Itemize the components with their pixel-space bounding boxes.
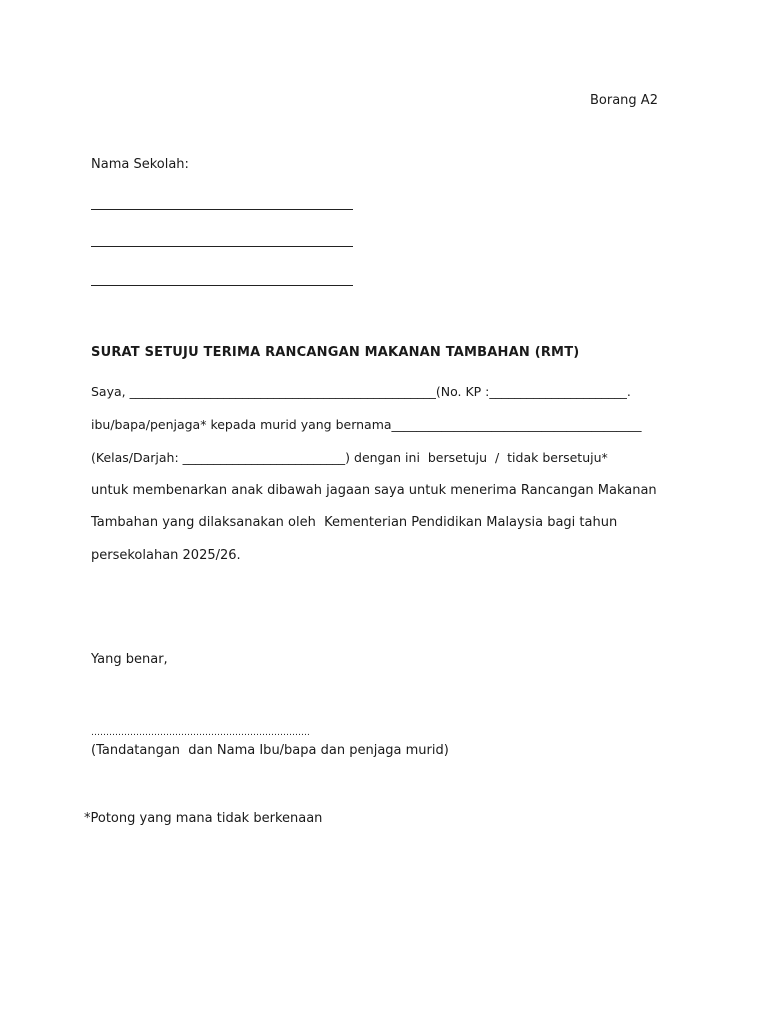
signature-dots: ………………………………………………………………. — [91, 728, 310, 738]
footnote: *Potong yang mana tidak berkenaan — [84, 811, 323, 826]
body-line-3: (Kelas/Darjah: __________________________) dengan ini bersetuju / tidak bersetuju* — [91, 450, 608, 465]
body-line-4: untuk membenarkan anak dibawah jagaan saya untuk menerima Rancangan Makanan — [91, 483, 657, 498]
school-name-line-3 — [91, 285, 353, 286]
school-name-line-2 — [91, 246, 353, 247]
body-line-6: persekolahan 2025/26. — [91, 548, 241, 563]
form-code: Borang A2 — [590, 93, 658, 108]
school-name-label: Nama Sekolah: — [91, 157, 189, 172]
signature-caption: (Tandatangan dan Nama Ibu/bapa dan penjaga murid) — [91, 743, 449, 758]
closing: Yang benar, — [91, 652, 168, 667]
body-line-2: ibu/bapa/penjaga* kepada murid yang bernama________________________________________ — [91, 417, 642, 432]
school-name-line-1 — [91, 209, 353, 210]
body-line-1: Saya, _________________________________________________(No. KP :______________________. — [91, 384, 631, 399]
body-line-5: Tambahan yang dilaksanakan oleh Kementerian Pendidikan Malaysia bagi tahun — [91, 515, 618, 530]
letter-heading: SURAT SETUJU TERIMA RANCANGAN MAKANAN TAMBAHAN (RMT) — [91, 345, 580, 360]
